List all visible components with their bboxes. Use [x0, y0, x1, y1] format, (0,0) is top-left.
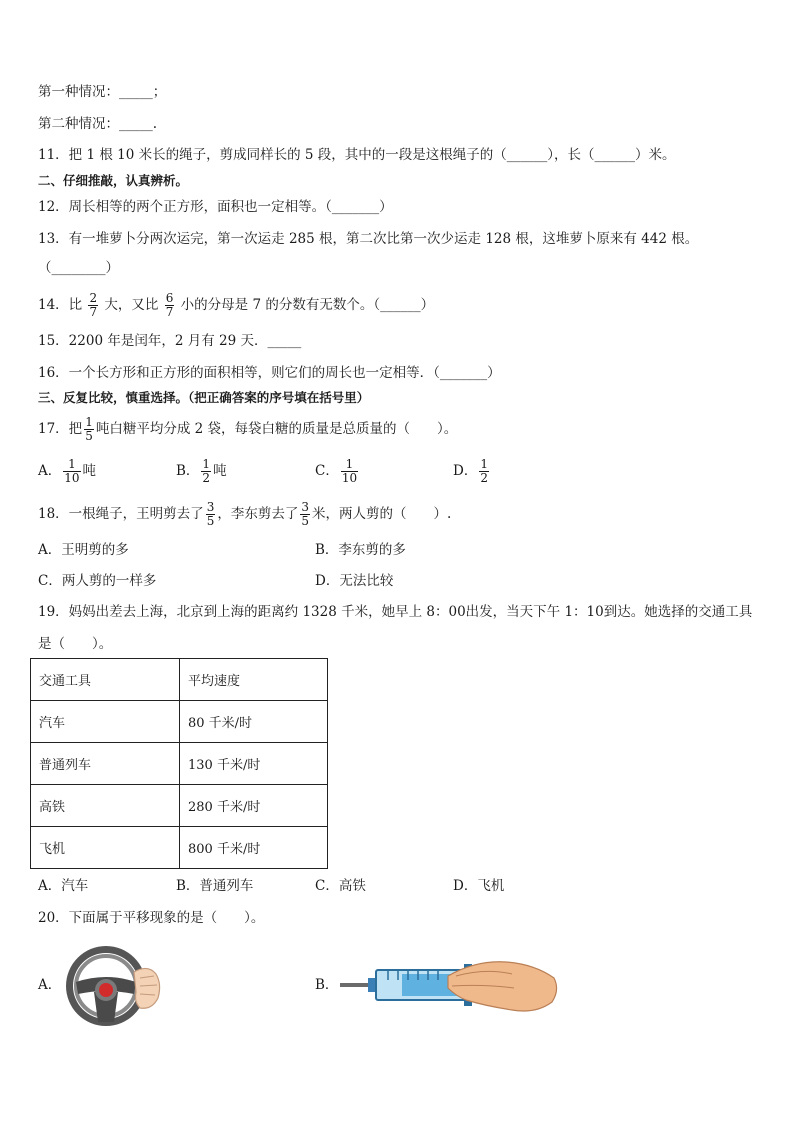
q18-suffix: 米，两人剪的（ ）.	[311, 506, 452, 522]
q18-option-a: A．王明剪的多	[38, 542, 129, 558]
q17-suffix: 吨白糖平均分成 2 袋，每袋白糖的质量是总质量的（ ）。	[95, 421, 458, 437]
syringe-icon	[336, 956, 562, 1022]
question-14	[38, 286, 434, 324]
question-19-line1: 19．妈妈出差去上海，北京到上海的距离约 1328 千米，她早上 8：00出发，当天下午 1：10到达。她选择的交通工具	[38, 604, 753, 620]
q17-option-d: D． $\frac{1}{2}$	[453, 457, 488, 485]
q14-mid: 大，又比	[104, 297, 159, 313]
table-cell: 800 千米/时	[180, 827, 328, 869]
question-12: 12．周长相等的两个正方形，面积也一定相等。（_______）	[38, 199, 393, 215]
question-18	[38, 495, 451, 533]
steering-wheel-icon	[64, 942, 168, 1034]
q18-option-c: C．两人剪的一样多	[38, 573, 157, 589]
q18-option-b: B．李东剪的多	[315, 542, 406, 558]
fraction-1-5: $\frac{1}{5}$	[85, 415, 93, 443]
q17-option-a: A． $\frac{1}{10}$ 吨	[38, 457, 97, 485]
table-cell: 高铁	[31, 785, 180, 827]
fraction-2-7: $\frac{2}{7}$	[89, 291, 98, 319]
question-17	[38, 410, 457, 448]
q19-option-b: B．普通列车	[176, 878, 254, 894]
q20-option-a: A．	[38, 977, 62, 993]
q19-option-c: C．高铁	[315, 878, 366, 894]
q17-prefix: 17．把	[38, 421, 83, 437]
table-cell: 飞机	[31, 827, 180, 869]
fraction-3-5-b: $\frac{3}{5}$	[301, 500, 309, 528]
q14-suffix: 小的分母是 7 的分数有无数个。（______）	[180, 297, 435, 313]
q18-prefix: 18．一根绳子，王明剪去了	[38, 506, 204, 522]
table-cell: 130 千米/时	[180, 743, 328, 785]
table-header-cell: 平均速度	[180, 659, 328, 701]
fraction-6-7: $\frac{6}{7}$	[165, 291, 174, 319]
fraction-3-5-a: $\frac{3}{5}$	[206, 500, 215, 528]
q19-option-a: A．汽车	[38, 878, 89, 894]
table-row	[31, 743, 328, 785]
question-13: 13．有一堆萝卜分两次运完，第一次运走 285 根，第二次比第一次少运走 128 根，这堆萝卜原来有 442 根。	[38, 231, 699, 247]
speed-table	[30, 658, 328, 869]
case1-line: 第一种情况：_____；	[38, 84, 167, 100]
q18-option-d: D．无法比较	[315, 573, 394, 589]
table-cell: 普通列车	[31, 743, 180, 785]
question-15: 15．2200 年是闰年，2 月有 29 天．_____	[38, 333, 302, 349]
q18-mid: ，李东剪去了	[217, 506, 299, 522]
q14-prefix: 14．比	[38, 297, 83, 313]
table-row	[31, 785, 328, 827]
q17-option-c: C． $\frac{1}{10}$	[315, 457, 358, 485]
table-cell: 80 千米/时	[180, 701, 328, 743]
q20-option-b: B．	[315, 977, 339, 993]
q19-option-d: D．飞机	[453, 878, 505, 894]
table-header-row	[31, 659, 328, 701]
q17-option-b: B． $\frac{1}{2}$ 吨	[176, 457, 227, 485]
case2-line: 第二种情况：_____.	[38, 116, 158, 132]
question-16: 16．一个长方形和正方形的面积相等，则它们的周长也一定相等．（_______）	[38, 365, 501, 381]
table-row	[31, 827, 328, 869]
question-20: 20．下面属于平移现象的是（ ）。	[38, 910, 265, 926]
table-cell: 汽车	[31, 701, 180, 743]
table-row	[31, 701, 328, 743]
table-header-cell: 交通工具	[31, 659, 180, 701]
section-2-heading: 二、仔细推敲，认真辨析。	[38, 173, 189, 188]
table-cell: 280 千米/时	[180, 785, 328, 827]
question-13-blank: （________）	[38, 260, 119, 276]
question-19-line2: 是（ ）。	[38, 636, 113, 652]
question-11: 11．把 1 根 10 米长的绳子，剪成同样长的 5 段，其中的一段是这根绳子的（______），长（______）米。	[38, 147, 676, 163]
section-3-heading: 三、反复比较，慎重选择。（把正确答案的序号填在括号里）	[38, 390, 370, 405]
